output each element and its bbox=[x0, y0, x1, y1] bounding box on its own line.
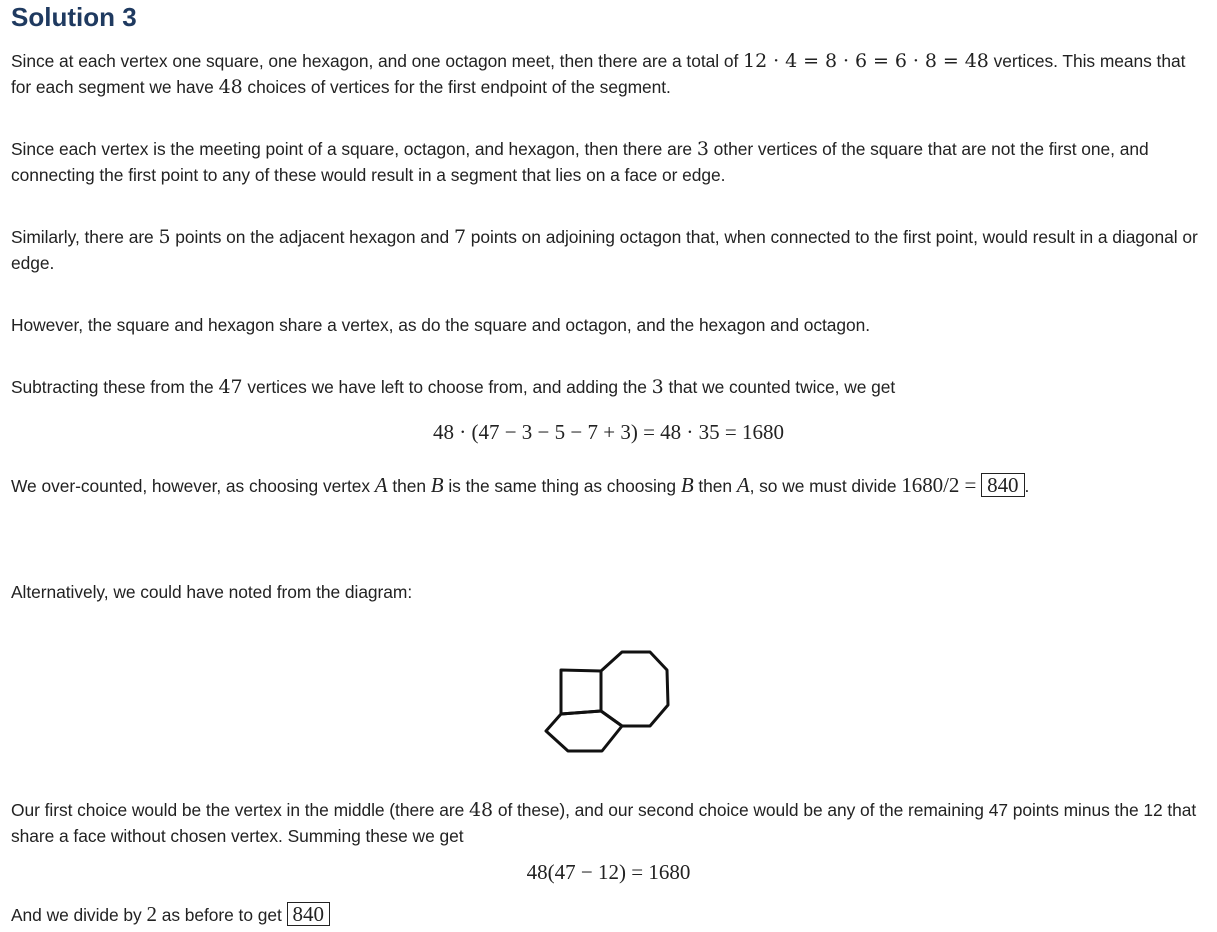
square-icon bbox=[561, 670, 601, 714]
math-var-a: A bbox=[374, 473, 388, 497]
math-vertex-product: 12 · 4 = 8 · 6 = 6 · 8 = 48 bbox=[743, 50, 989, 72]
math-47: 47 bbox=[218, 376, 243, 398]
polygon-diagram bbox=[540, 648, 680, 773]
math-3: 3 bbox=[696, 138, 709, 160]
math-7: 7 bbox=[453, 226, 467, 248]
boxed-answer: 840 bbox=[981, 473, 1024, 497]
math-division: 1680/2 = bbox=[901, 473, 977, 497]
paragraph-alternatively: Alternatively, we could have noted from the diagram: bbox=[11, 582, 413, 602]
paragraph-vertex-count: Since at each vertex one square, one hexagon, and one octagon meet, then there are a total of 12 · 4 = 8 · 6 = 6 · 8 = 48 vertices. This means that for each segment we have 48 choices of vertices for the first endpoint of the segment. bbox=[11, 50, 1186, 98]
math-var-b: B bbox=[680, 473, 694, 497]
math-48: 48 bbox=[468, 799, 494, 821]
paragraph-shared-vertex: However, the square and hexagon share a vertex, as do the square and octagon, and the hexagon and octagon. bbox=[11, 315, 871, 335]
math-var-b: B bbox=[430, 473, 444, 497]
paragraph-square-vertices: Since each vertex is the meeting point of a square, octagon, and hexagon, then there are 3 other vertices of the square that are not the first one, and connecting the first point to any of these would result in a segment that lies on a face or edge. bbox=[11, 138, 1149, 185]
math-5: 5 bbox=[158, 226, 171, 248]
math-var-a: A bbox=[736, 473, 750, 497]
paragraph-hexagon-octagon: Similarly, there are 5 points on the adjacent hexagon and 7 points on adjoining octagon that, when connected to the first point, would result in a diagonal or edge. bbox=[11, 226, 1198, 273]
octagon-icon bbox=[601, 652, 668, 726]
paragraph-overcounted: We over-counted, however, as choosing vertex A then B is the same thing as choosing B then A, so we must divide 1680/2 = 840 . bbox=[11, 473, 1030, 497]
equation-1680: 48 · (47 − 3 − 5 − 7 + 3) = 48 · 35 = 1680 bbox=[432, 420, 785, 444]
paragraph-subtracting: Subtracting these from the 47 vertices we have left to choose from, and adding the 3 that we counted twice, we get bbox=[11, 376, 896, 398]
math-3: 3 bbox=[651, 376, 664, 398]
equation-alternative: 48(47 − 12) = 1680 bbox=[526, 860, 691, 884]
boxed-answer: 840 bbox=[287, 902, 330, 926]
paragraph-divide: And we divide by 2 as before to get 840 bbox=[11, 901, 1206, 928]
hexagon-icon bbox=[546, 711, 622, 751]
math-2: 2 bbox=[146, 902, 157, 926]
polygon-diagram-svg bbox=[540, 648, 680, 768]
math-48: 48 bbox=[218, 76, 243, 98]
paragraph-first-choice: Our first choice would be the vertex in the middle (there are 48 of these), and our second choice would be any of the remaining 47 points minus the 12 that share a face without chosen vertex. Summing these we get bbox=[11, 799, 1197, 846]
solution-heading: Solution 3 bbox=[11, 2, 137, 32]
